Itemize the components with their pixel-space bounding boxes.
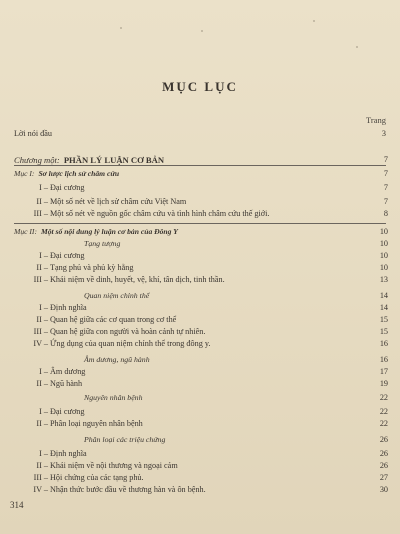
toc-roman-numeral: II – [36, 419, 48, 428]
toc-entry-page: 22 [379, 407, 388, 416]
toc-entry-page: 7 [383, 197, 388, 206]
toc-roman-numeral: III – [33, 275, 48, 284]
toc-roman-numeral: I – [39, 449, 48, 458]
toc-entry-label [50, 208, 269, 220]
toc-entry-page: 14 [379, 303, 388, 312]
toc-entry[interactable] [0, 338, 400, 350]
toc-roman-numeral: II – [36, 379, 48, 388]
toc-roman-numeral: II – [36, 461, 48, 470]
toc-roman-numeral: I – [39, 407, 48, 416]
toc-entry-page: 10 [379, 251, 388, 260]
section-divider [14, 165, 386, 166]
toc-entry[interactable] [0, 238, 400, 250]
toc-entry-label [84, 290, 149, 302]
toc-entry-text: Đại cương [50, 183, 85, 192]
toc-entry[interactable] [0, 196, 400, 208]
toc-entry-label [14, 226, 178, 238]
toc-entry[interactable] [0, 418, 400, 430]
toc-roman-numeral: I – [39, 183, 48, 192]
toc-entry-page: 10 [379, 239, 388, 248]
toc-entry[interactable] [0, 326, 400, 338]
toc-entry-text: Hội chứng của các tạng phủ. [50, 473, 144, 482]
toc-entry-page: 7 [383, 169, 388, 178]
toc-entry-label [84, 354, 150, 366]
toc-entry-label [50, 338, 210, 350]
toc-entry[interactable] [0, 434, 400, 446]
toc-entry[interactable] [0, 448, 400, 460]
toc-entry-label [50, 262, 133, 274]
toc-entry-label [50, 378, 82, 390]
toc-entry-text: Lời nói đầu [14, 129, 52, 138]
toc-entry-text: Một số nét về lịch sử châm cứu Việt Nam [50, 197, 187, 206]
toc-entry-text: Âm dương [50, 367, 86, 376]
page-column-label: Trang [366, 115, 386, 125]
toc-roman-numeral: III – [33, 473, 48, 482]
toc-entry-page: 22 [379, 393, 388, 402]
toc-entry-label [50, 326, 205, 338]
toc-entry-page: 16 [379, 339, 388, 348]
toc-entry-label [50, 196, 186, 208]
toc-entry[interactable] [0, 208, 400, 220]
toc-entry-text: Khái niệm về nội thương và ngoại cảm [50, 461, 178, 470]
toc-entry[interactable] [0, 274, 400, 286]
toc-entry-label [50, 182, 84, 194]
toc-entry-page: 17 [379, 367, 388, 376]
toc-roman-numeral: I – [39, 367, 48, 376]
toc-entry-text: Phân loại các triệu chứng [84, 435, 166, 444]
toc-entry[interactable] [0, 472, 400, 484]
toc-entry-label [50, 302, 87, 314]
toc-entry-page: 26 [379, 435, 388, 444]
toc-entry-label [50, 366, 85, 378]
toc-entry[interactable] [0, 290, 400, 302]
toc-entry-text: Quan hệ giữa con người và hoàn cảnh tự nhiên. [50, 327, 206, 336]
toc-entry-text: Tạng phủ và phủ kỳ hằng [50, 263, 134, 272]
toc-entry[interactable] [0, 168, 400, 180]
toc-entry-page: 10 [379, 263, 388, 272]
toc-entry-label [50, 448, 87, 460]
toc-entry-page: 27 [379, 473, 388, 482]
toc-entry-page: 15 [379, 327, 388, 336]
toc-entry[interactable] [0, 250, 400, 262]
toc-entry[interactable] [0, 226, 400, 238]
toc-entry-page: 26 [379, 449, 388, 458]
toc-roman-numeral: II – [36, 197, 48, 206]
toc-entry-label [84, 238, 120, 250]
toc-entry-text: Nhận thức bước đầu về thương hàn và ôn bệnh. [50, 485, 206, 494]
toc-entry-text: Một số nội dung lý luận cơ bản của Đông Y [40, 227, 178, 236]
toc-entry-text: Định nghĩa [50, 449, 87, 458]
toc-entry-text: Quan hệ giữa các cơ quan trong cơ thể [50, 315, 177, 324]
toc-entry-label [84, 392, 142, 404]
toc-entry-page: 3 [381, 129, 386, 138]
toc-entry[interactable] [0, 302, 400, 314]
toc-entry[interactable] [0, 378, 400, 390]
toc-entry-prefix: Mục I: [14, 169, 35, 178]
toc-entry-page: 14 [379, 291, 388, 300]
toc-entry-text: Âm dương, ngũ hành [84, 355, 150, 364]
toc-entry-label [50, 406, 84, 418]
toc-entry-page: 26 [379, 461, 388, 470]
toc-entry-text: Quan niệm chỉnh thể [84, 291, 150, 300]
toc-entry[interactable] [0, 366, 400, 378]
toc-entry-text: PHẦN LÝ LUẬN CƠ BẢN [63, 155, 165, 165]
toc-entry-text: Sơ lược lịch sử châm cứu [38, 169, 120, 178]
toc-entry-page: 7 [383, 155, 388, 164]
toc-entry-text: Một số nét về nguồn gốc châm cứu và tình hình châm cứu thế giới. [50, 209, 270, 218]
toc-entry-page: 19 [379, 379, 388, 388]
toc-entry-label [50, 250, 84, 262]
toc-entry[interactable] [0, 460, 400, 472]
toc-entry-label [50, 418, 143, 430]
toc-entry-page: 7 [383, 183, 388, 192]
toc-entry-label [50, 484, 206, 496]
section-divider [14, 223, 386, 224]
toc-entry-label [84, 434, 165, 446]
toc-roman-numeral: II – [36, 315, 48, 324]
toc-entry-text: Tạng tượng [84, 239, 121, 248]
toc-roman-numeral: I – [39, 303, 48, 312]
toc-entry[interactable] [0, 392, 400, 404]
toc-entry[interactable] [0, 262, 400, 274]
toc-entry-text: Đại cương [50, 407, 85, 416]
toc-entry-prefix: Mục II: [14, 227, 37, 236]
toc-roman-numeral: III – [33, 327, 48, 336]
toc-entry-page: 8 [383, 209, 388, 218]
toc-entry-label [50, 314, 176, 326]
toc-entry-page: 30 [379, 485, 388, 494]
toc-entry[interactable] [0, 354, 400, 366]
toc-entry-label [50, 472, 144, 484]
toc-entry-text: Khái niệm về dinh, huyết, vệ, khí, tân dịch, tinh thần. [50, 275, 225, 284]
toc-entry-label [14, 128, 52, 140]
toc-entry-page: 16 [379, 355, 388, 364]
toc-entry-page: 15 [379, 315, 388, 324]
toc-entry[interactable] [0, 314, 400, 326]
toc-entry[interactable] [0, 484, 400, 496]
toc-entry-label [14, 168, 119, 180]
page-number: 314 [10, 500, 24, 510]
toc-entry-page: 10 [379, 227, 388, 236]
toc-entry-label [50, 274, 225, 286]
toc-roman-numeral: I – [39, 251, 48, 260]
toc-entry-text: Ứng dụng của quan niệm chỉnh thể trong đông y. [50, 339, 211, 348]
toc-entry-text: Định nghĩa [50, 303, 87, 312]
toc-roman-numeral: IV – [33, 339, 48, 348]
toc-entry-label [50, 460, 178, 472]
toc-entry[interactable] [0, 182, 400, 194]
toc-roman-numeral: IV – [33, 485, 48, 494]
toc-entry-text: Nguyên nhân bệnh [84, 393, 143, 402]
toc-entry-prefix: Chương một: [14, 155, 60, 165]
toc-entry-text: Đại cương [50, 251, 85, 260]
toc-entry-text: Phân loại nguyên nhân bệnh [50, 419, 143, 428]
toc-entry-page: 22 [379, 419, 388, 428]
toc-entry-text: Ngũ hành [50, 379, 83, 388]
toc-entry[interactable] [0, 128, 400, 140]
toc-entry-page: 13 [379, 275, 388, 284]
toc-entry[interactable] [0, 406, 400, 418]
page-title: MỤC LỤC [162, 79, 238, 94]
toc-roman-numeral: II – [36, 263, 48, 272]
toc-roman-numeral: III – [33, 209, 48, 218]
